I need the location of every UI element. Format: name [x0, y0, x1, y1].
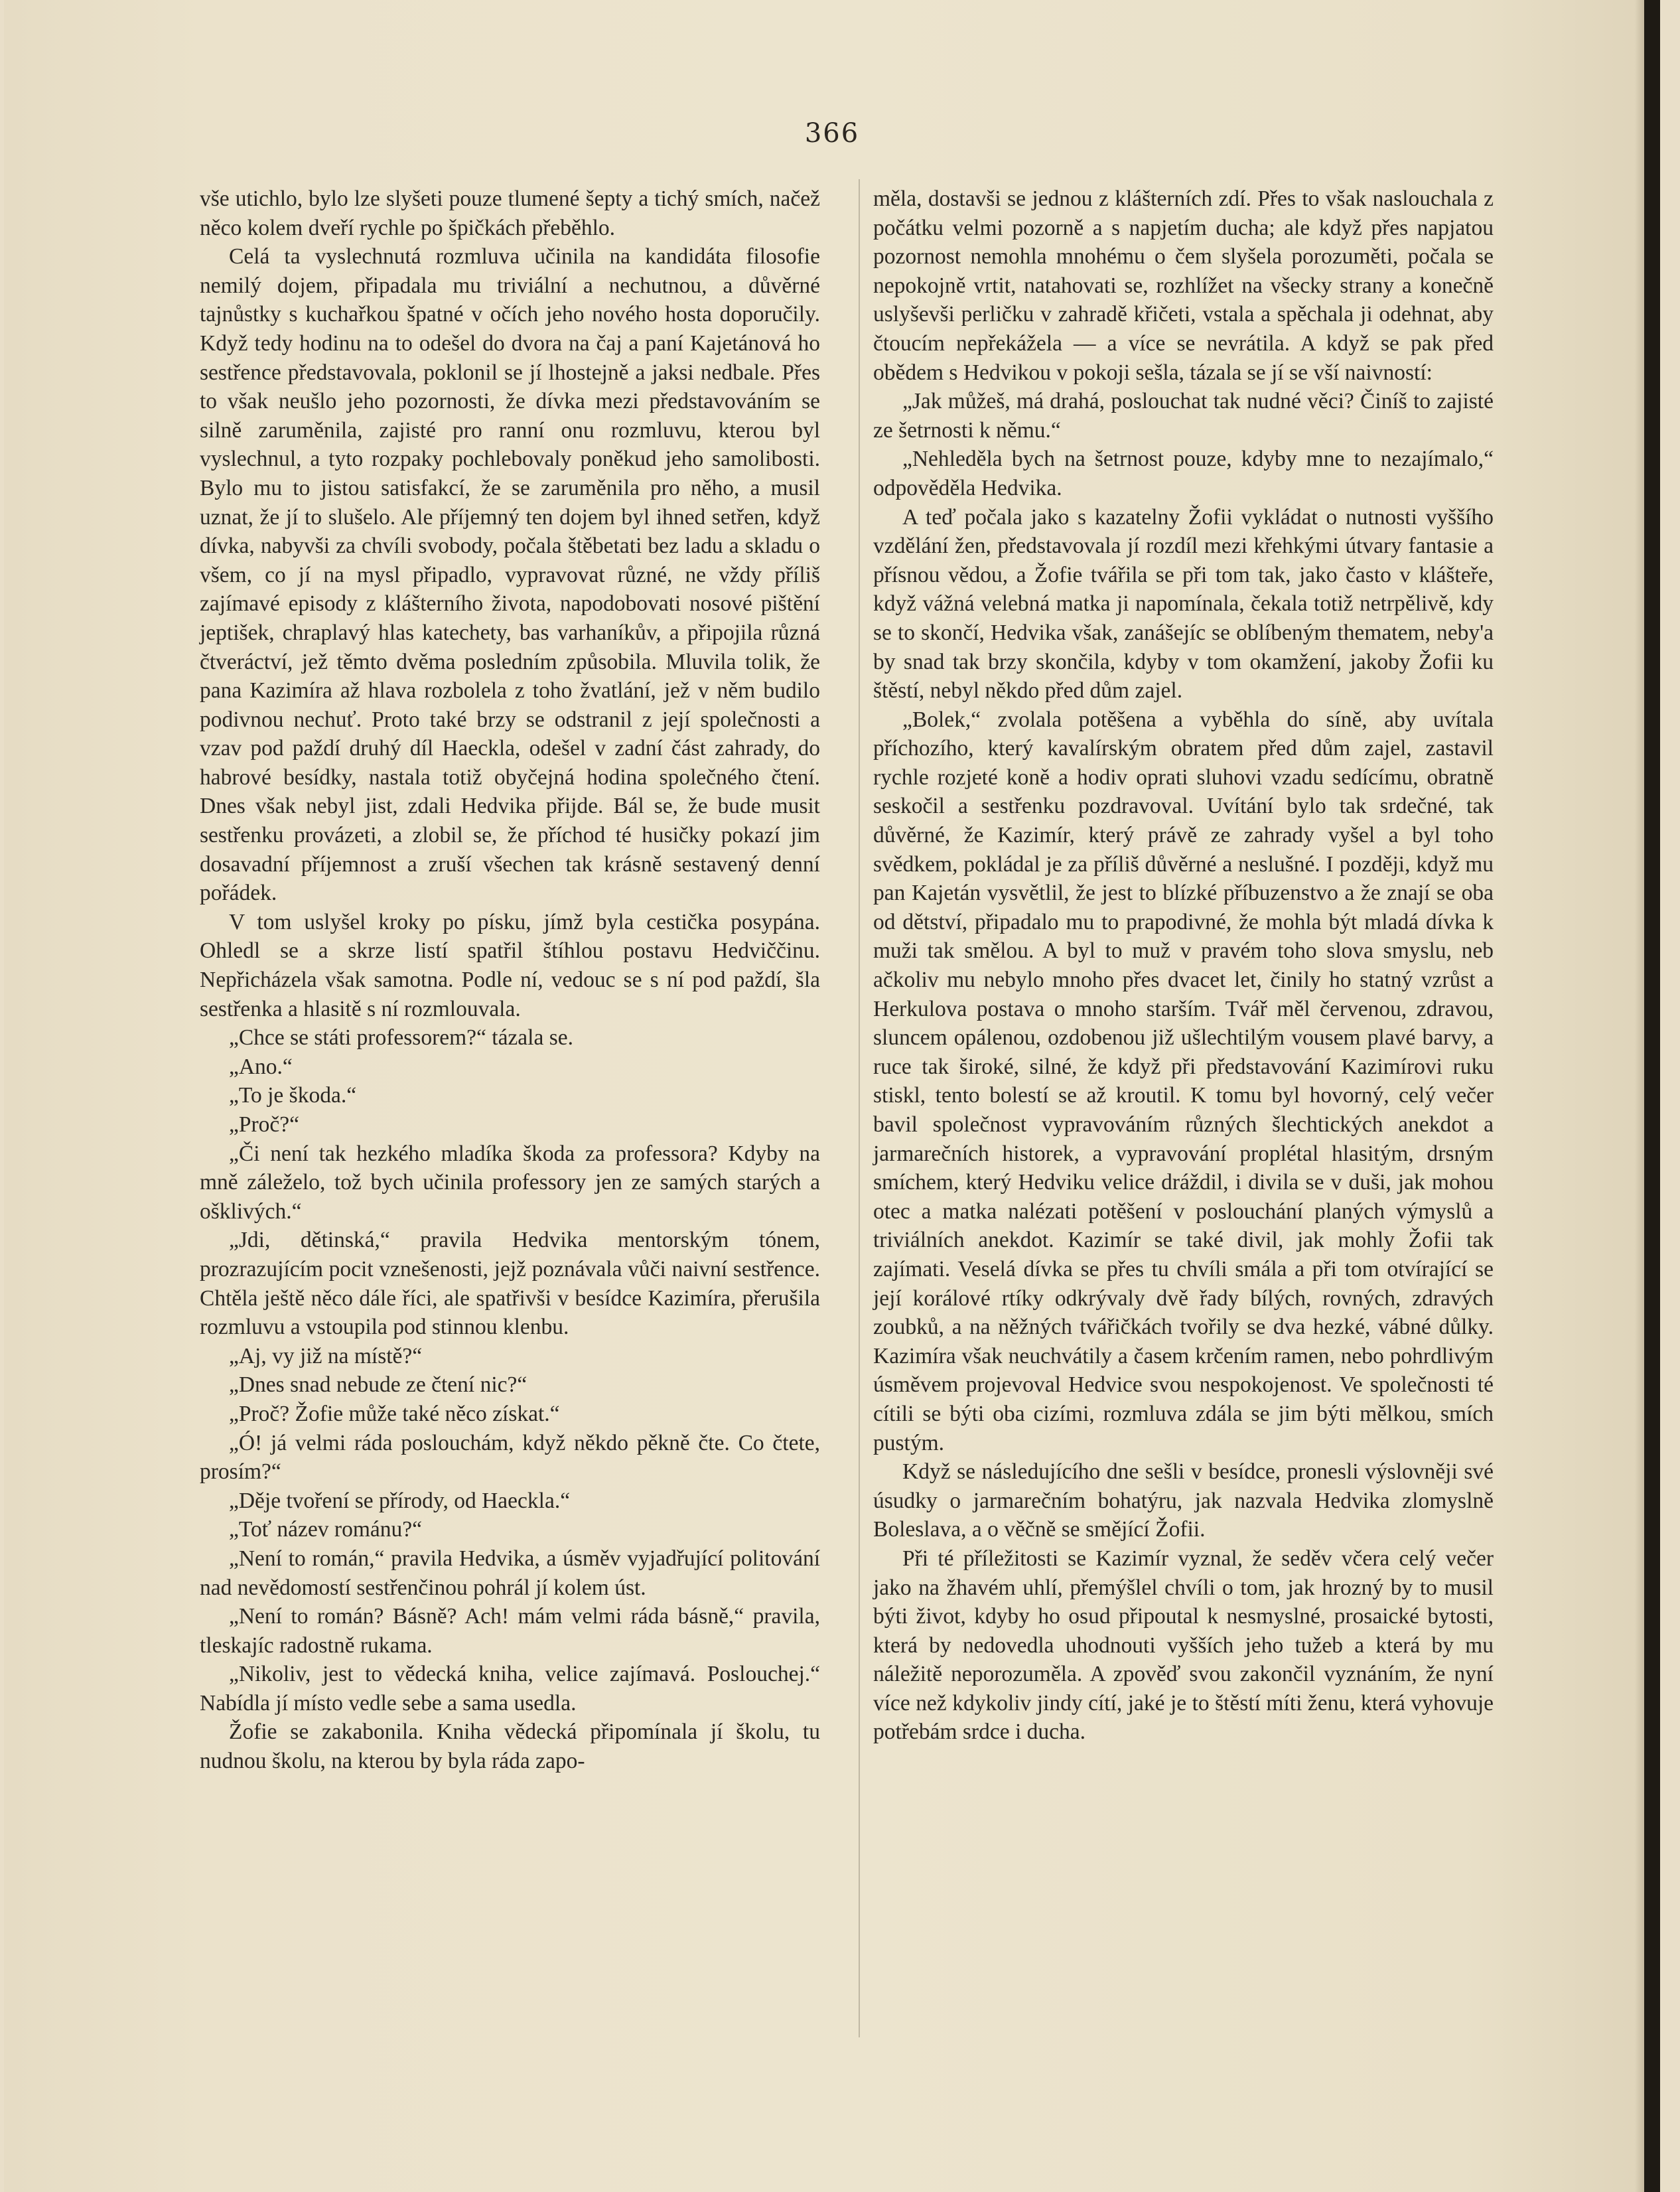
paragraph: Při té příležitosti se Kazimír vyznal, že seděv včera celý večer jako na žhavém uhlí, přemýšlel chvíli o tom, jak hrozný by to musil býti život, kdyby ho osud připoutal k nesmyslné, prosaické bytosti, která by nedovedla uhodnouti vyšších jeho tužeb a která by mu náležitě neporozuměla. A zpověď svou zakončil vyznáním, že nyní více než kdykoliv jindy cítí, jaké je to štěstí míti ženu, která vyhovuje potřebám srdce i ducha.: [873, 1546, 1494, 1745]
paragraph: „Jdi, dětinská,“ pravila Hedvika mentorským tónem, prozrazujícím pocit vznešenosti, jejž poznávala vůči naivní sestřence. Chtěla ještě něco dále říci, ale spatřivši v besídce Kazimíra, přerušila rozmluvu a vstoupila pod stinnou klenbu.: [200, 1228, 820, 1340]
dialogue-line: „Či není tak hezkého mladíka škoda za professora? Kdyby na mně záleželo, tož bych učinila professory jen ze samých starých a ošklivých.“: [200, 1141, 820, 1224]
dialogue-line: „Dnes snad nebude ze čtení nic?“: [229, 1372, 527, 1398]
dialogue-line: „Nehleděla bych na šetrnost pouze, kdyby mne to nezajímalo,“ odpověděla Hedvika.: [873, 447, 1494, 500]
paragraph: měla, dostavši se jednou z klášterních zdí. Přes to však naslouchala z počátku velmi pozorně a s napjetím ducha; ale když přes napjatou pozornost nemohla mnohému o čem slyšela porozuměti, počala se nepokojně vrtit, natahovati se, rozhlížet na všecky strany a konečně uslyševši perličku v zahradě křičeti, vstala a spěchala ji odehnat, aby čtoucím nepřekážela — a více se nevrátila. A když se pak před obědem s Hedvikou v pokoji sešla, tázala se jí se vší naivností:: [873, 186, 1494, 385]
dialogue-line: „Ano.“: [229, 1054, 293, 1079]
dialogue-line: „Aj, vy již na místě?“: [229, 1343, 423, 1368]
dialogue-line: „Není to román? Básně? Ach! mám velmi ráda básně,“ pravila, tleskajíc radostně rukama.: [200, 1604, 820, 1658]
scan-edge: [1644, 0, 1660, 2192]
dialogue-line: „Proč?“: [229, 1112, 300, 1137]
left-text-column: [200, 184, 820, 1776]
paragraph: Když se následujícího dne sešli v besídce, pronesli výslovněji své úsudky o jarmarečním bohatýru, jak nazvala Hedvika zlomyslně Boleslava, a o věčně se smějící Žofii.: [873, 1459, 1494, 1542]
dialogue-line: „Není to román,“ pravila Hedvika, a úsměv vyjadřující politování nad nevědomostí sestřenčinou pohrál jí kolem úst.: [200, 1546, 820, 1600]
paragraph: A teď počala jako s kazatelny Žofii vykládat o nutnosti vyššího vzdělání žen, představovala jí rozdíl mezi křehkými útvary fantasie a přísnou vědou, a Žofie tvářila se při tom tak, jako často v klášteře, když vážná velebná matka ji napomínala, čekala totiž netrpělivě, kdy se to skončí, Hedvika však, zanášejíc se oblíbeným thematem, neby'a by snad tak brzy skončila, kdyby v tom okamžení, jakoby Žofii ku štěstí, nebyl někdo před dům zajel.: [873, 504, 1494, 703]
dialogue-line: „Chce se státi professorem?“ tázala se.: [229, 1025, 574, 1051]
book-page: [4, 0, 1660, 2192]
dialogue-line: „Jak můžeš, má drahá, poslouchat tak nudné věci? Činíš to zajisté ze šetrnosti k němu.“: [873, 389, 1494, 443]
dialogue-line: „To je škoda.“: [229, 1083, 357, 1108]
page-number: 366: [804, 118, 860, 149]
dialogue-line: „Proč? Žofie může také něco získat.“: [229, 1401, 560, 1426]
right-text-column: [873, 184, 1494, 1747]
dialogue-line: „Děje tvoření se přírody, od Haeckla.“: [229, 1488, 571, 1513]
dialogue-line: „Toť název románu?“: [229, 1517, 422, 1542]
dialogue-line: „Nikoliv, jest to vědecká kniha, velice zajímavá. Poslouchej.“ Nabídla jí místo vedle sebe a sama usedla.: [200, 1662, 820, 1716]
paragraph: „Bolek,“ zvolala potěšena a vyběhla do síně, aby uvítala příchozího, který kavalírským obratem před dům zajel, zastavil rychle rozjeté koně a hodiv oprati sluhovi vzadu sedícímu, obratně seskočil a sestřenku pozdravoval. Uvítání bylo tak srdečné, tak důvěrné, že Kazimír, který právě ze zahrady vyšel a byl toho svědkem, pokládal je za příliš důvěrné a neslušné. I později, když mu pan Kajetán vysvětlil, že jest to blízké příbuzenstvo a že znají se oba od dětství, připadalo mu to prapodivné, že mohla být mladá dívka k muži tak smělou. A byl to muž v pravém toho slova smyslu, neb ačkoliv mu nebylo mnoho přes dvacet let, činily ho statný vzrůst a Herkulova postava o mnoho starším. Tvář měl červenou, zdravou, sluncem opálenou, ozdobenou již ušlechtilým vousem plavé barvy, a ruce tak široké, silné, že když při představování Kazimírovi ruku stiskl, tento bolestí se až kroutil. K tomu byl hovorný, celý večer bavil společnost vypravováním různých šlechtických anekdot a jarmarečních historek, a vypravování proplétal hlasitým, drsným smíchem, který Hedviku velice dráždil, i divila se v duši, jak mohou otec a matka nalézati potěšení v poslouchání planých výmyslů a triviálních anekdot. Kazimír se také divil, jak mohly Žofii tak zajímati. Veselá dívka se přes tu chvíli smála a při tom otvírající se její korálové rtíky odkrývaly dvě řady bílých, rovných, zdravých zoubků, a na něžných tvářičkách tvořily se dva hezké, vábné důlky. Kazimíra však neuchvátily a časem krčením ramen, nebo pohrdlivým úsměvem projevoval Hedvice svou nespokojenost. Ve společnosti té cítili se býti oba cizími, rozmluva zdála se jim býti mělkou, smích pustým.: [873, 707, 1494, 1455]
paragraph: Žofie se zakabonila. Kniha vědecká připomínala jí školu, tu nudnou školu, na kterou by byla ráda zapo-: [200, 1719, 820, 1774]
paragraph: vše utichlo, bylo lze slyšeti pouze tlumené šepty a tichý smích, načež něco kolem dveří rychle po špičkách přeběhlo.: [200, 186, 820, 240]
paragraph: Celá ta vyslechnutá rozmluva učinila na kandidáta filosofie nemilý dojem, připadala mu triviální a nechutnou, a důvěrné tajnůstky s kuchařkou špatné v očích jeho nového hosta doporučily. Když tedy hodinu na to odešel do dvora na čaj a paní Kajetánová ho sestřence představovala, poklonil se jí lhostejně a jaksi nedbale. Přes to však neušlo jeho pozornosti, že dívka mezi představováním se silně zaruměnila, zajisté pro ranní onu rozmluvu, kterou byl vyslechnul, a tyto rozpaky pochlebovaly poněkud jeho samolibosti. Bylo mu to jistou satisfakcí, že se zaruměnila pro něho, a musil uznat, že jí to slušelo. Ale příjemný ten dojem byl ihned setřen, když dívka, nabyvši za chvíli svobody, počala štěbetati bez ladu a skladu o všem, co jí na mysl připadlo, vypravovat různé, ne vždy příliš zajímavé episody z klášterního života, napodobovati nosové pištění jeptišek, chraplavý hlas katechety, bas varhaníkův, a připojila různá čtveráctví, jež těmto dvěma posledním způsobila. Mluvila tolik, že pana Kazimíra až hlava rozbolela z toho žvatlání, jež v něm budilo podivnou nechuť. Proto také brzy se odstranil z její společnosti a vzav pod paždí druhý díl Haeckla, odešel v zadní část zahrady, do habrové besídky, nastala totiž obyčejná hodina společného čtení. Dnes však nebyl jist, zdali Hedvika přijde. Bál se, že bude musit sestřenku provázeti, a zlobil se, že příchod té husičky pokazí jim dosavadní příjemnost a zruší všechen tak krásně sestavený denní pořádek.: [200, 244, 820, 906]
paragraph: V tom uslyšel kroky po písku, jímž byla cestička posypána. Ohledl se a skrze listí spatřil štíhlou postavu Hedviččinu. Nepřicházela však samotna. Podle ní, vedouc se s ní pod paždí, šla sestřenka a hlasitě s ní rozmlouvala.: [200, 909, 820, 1021]
dialogue-line: „Ó! já velmi ráda poslouchám, když někdo pěkně čte. Co čtete, prosím?“: [200, 1430, 820, 1485]
column-divider: [859, 179, 860, 2037]
